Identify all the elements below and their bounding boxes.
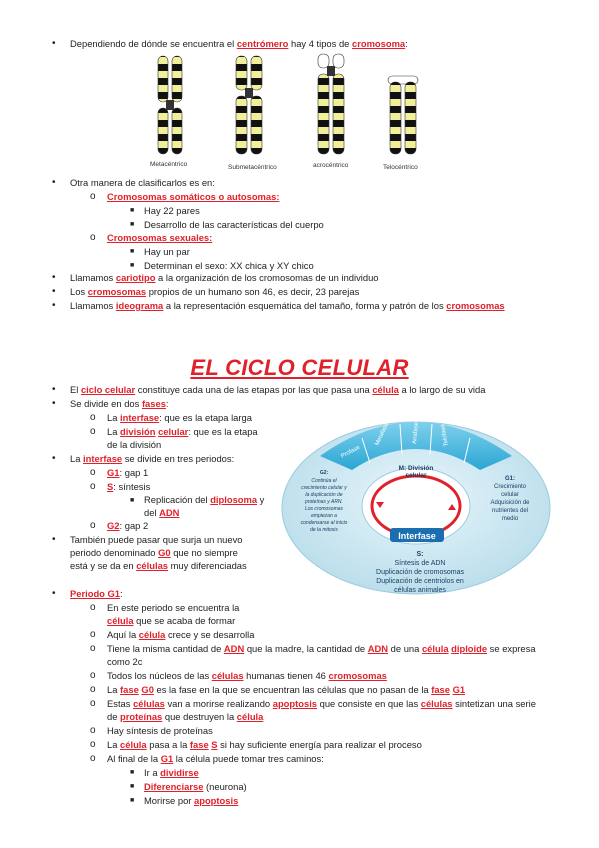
g2-text: de la mitosis (310, 527, 338, 533)
m-label-line2: celular (405, 472, 427, 479)
g1-title: G1: (504, 476, 516, 482)
division-item-cont: de la división (107, 439, 162, 450)
g1-item: G1: gap 1 (107, 467, 149, 478)
bullet: • (52, 588, 56, 599)
chromosome-types-illustration (140, 50, 440, 175)
g0-line-2: periodo denominado G0 que no siempre (70, 547, 238, 558)
path-item: Morirse por apoptosis (144, 795, 239, 806)
chromosome-count-line: Los cromosomas propios de un humano son 46, es decir, 23 parejas (70, 286, 360, 297)
g0-line-1: También puede pasar que surja un nuevo (70, 534, 243, 545)
metacentric-chromosome (158, 56, 182, 154)
g1-text: Crecimiento (493, 484, 527, 490)
square-bullet: ■ (130, 797, 135, 804)
g1-item: En este periodo se encuentra la (107, 602, 240, 613)
periods-line: La interfase se divide en tres periodos: (70, 453, 235, 464)
label-submetacentric: Submetacéntrico (228, 164, 277, 171)
g2-text: empiezan a (311, 513, 337, 519)
phase-label-anaphase: Anafase (412, 421, 420, 445)
sub-bullet: o (90, 412, 96, 423)
square-bullet: ■ (130, 262, 135, 269)
acrocentric-chromosome (318, 54, 344, 154)
interfase-label: Interfase (398, 531, 436, 541)
g2-item: G2: gap 2 (107, 520, 149, 531)
path-item: Diferenciarse (neurona) (144, 781, 247, 792)
sub-bullet: o (90, 602, 96, 613)
phase-label-prophase: Profase (340, 444, 362, 460)
sub-bullet: o (90, 191, 96, 202)
g1-text: Adquisición de (490, 500, 530, 506)
path-item: Ir a dividirse (144, 767, 199, 778)
fases-line: Se divide en dos fases: (70, 398, 169, 409)
g1-item: Tiene la misma cantidad de ADN que la madre, la cantidad de ADN de una célula diploide se expresa (107, 643, 536, 654)
square-bullet: ■ (130, 207, 135, 214)
autosomes-item: Desarrollo de las características del cuerpo (144, 219, 324, 230)
bullet: • (52, 286, 56, 297)
bullet: • (52, 272, 56, 283)
sex-title: Cromosomas sexuales: (107, 232, 213, 243)
division-item: La división celular: que es la etapa (107, 426, 258, 437)
g2-text: condensarse al inicio (300, 520, 348, 526)
bullet: • (52, 384, 56, 395)
g1-item-cont: célula que se acaba de formar (107, 615, 236, 626)
square-bullet: ■ (130, 783, 135, 790)
sub-bullet: o (90, 684, 96, 695)
g1-text: nutrientes del (491, 508, 529, 514)
sub-bullet: o (90, 643, 96, 654)
sex-item: Hay un par (144, 246, 190, 257)
square-bullet: ■ (130, 221, 135, 228)
s-text: Duplicación de centriolos en (376, 578, 464, 585)
submetacentric-chromosome (236, 56, 262, 154)
g1-item: Al final de la G1 la célula puede tomar tres caminos: (107, 753, 324, 764)
g2-text: la duplicación de (305, 492, 343, 498)
g1-item: La fase G0 es la fase en la que se encuentran las células que no pasan de la fase G1 (107, 684, 466, 695)
g1-text: celular (501, 492, 519, 498)
autosomes-item: Hay 22 pares (144, 205, 200, 216)
classify-line: Otra manera de clasificarlos es en: (70, 177, 215, 188)
s-title: S: (416, 551, 424, 558)
s-text: Síntesis de ADN (394, 560, 446, 567)
s-item: S: síntesis (107, 481, 151, 492)
ciclo-line: El ciclo celular constituye cada una de las etapas por las que pasa una célula a lo largo de su vida (70, 384, 486, 395)
s-sub-item: Replicación del diplosoma y (144, 494, 265, 505)
sub-bullet: o (90, 481, 96, 492)
label-acrocentric: acrocéntrico (313, 162, 349, 169)
g1-item: Todos los núcleos de las células humanas tienen 46 cromosomas (107, 670, 387, 681)
g1-item: Estas células van a morirse realizando apoptosis que consiste en que las células sintetizan una serie (107, 698, 536, 709)
g1-item: Hay síntesis de proteínas (107, 725, 213, 736)
page-title: EL CICLO CELULAR (190, 355, 409, 380)
g1-text: medio (501, 516, 519, 522)
sub-bullet: o (90, 629, 96, 640)
square-bullet: ■ (130, 769, 135, 776)
label-metacentric: Metacéntrico (150, 161, 188, 168)
ideograma-line: Llamamos ideograma a la representación esquemática del tamaño, forma y patrón de los cromosomas (70, 300, 505, 311)
sub-bullet: o (90, 725, 96, 736)
sub-bullet: o (90, 426, 96, 437)
g1-item-cont: como 2c (107, 656, 143, 667)
square-bullet: ■ (130, 497, 135, 504)
s-text: Duplicación de cromosomas (376, 569, 464, 576)
periodo-g1-title: Periodo G1: (70, 588, 123, 599)
phase-label-metaphase: Metafase (374, 421, 391, 447)
telocentric-chromosome (388, 76, 418, 154)
g2-text: crecimiento celular y (301, 485, 347, 491)
s-text: células animales (394, 587, 446, 594)
g2-title: G2: (319, 470, 329, 476)
g1-item: Aquí la célula crece y se desarrolla (107, 629, 255, 640)
g1-item: La célula pasa a la fase S si hay suficiente energía para realizar el proceso (107, 739, 422, 750)
sub-bullet: o (90, 753, 96, 764)
bullet: • (52, 453, 56, 464)
g1-item-cont: de proteínas que destruyen la célula (107, 711, 264, 722)
phase-label-telophase: Telofase (440, 423, 450, 447)
interfase-item: La interfase: que es la etapa larga (107, 412, 252, 423)
sub-bullet: o (90, 698, 96, 709)
s-sub-item-cont: del ADN (144, 507, 180, 518)
bullet: • (52, 534, 56, 545)
square-bullet: ■ (130, 248, 135, 255)
bullet: • (52, 300, 56, 311)
sub-bullet: o (90, 232, 96, 243)
autosomes-title: Cromosomas somáticos o autosomas: (107, 191, 280, 202)
sex-item: Determinan el sexo: XX chica y XY chico (144, 260, 314, 271)
m-label-line1: M: División (398, 465, 434, 472)
sub-bullet: o (90, 739, 96, 750)
label-telocentric: Telocéntrico (383, 164, 418, 171)
bullet: • (52, 398, 56, 409)
g0-line-3: está y se da en células muy diferenciadas (70, 560, 247, 571)
cariotipo-line: Llamamos cariotipo a la organización de los cromosomas de un individuo (70, 272, 379, 283)
bullet: • (52, 177, 56, 188)
sub-bullet: o (90, 520, 96, 531)
sub-bullet: o (90, 467, 96, 478)
bullet: • (52, 38, 56, 49)
g2-text: Los cromosomas (304, 506, 344, 512)
sub-bullet: o (90, 670, 96, 681)
g2-text: proteínas y ARN. (305, 499, 343, 505)
cell-cycle-diagram (280, 408, 552, 598)
centromere-line: Dependiendo de dónde se encuentra el centrómero hay 4 tipos de cromosoma: (70, 38, 408, 49)
g2-text: Continúa el (311, 478, 337, 484)
